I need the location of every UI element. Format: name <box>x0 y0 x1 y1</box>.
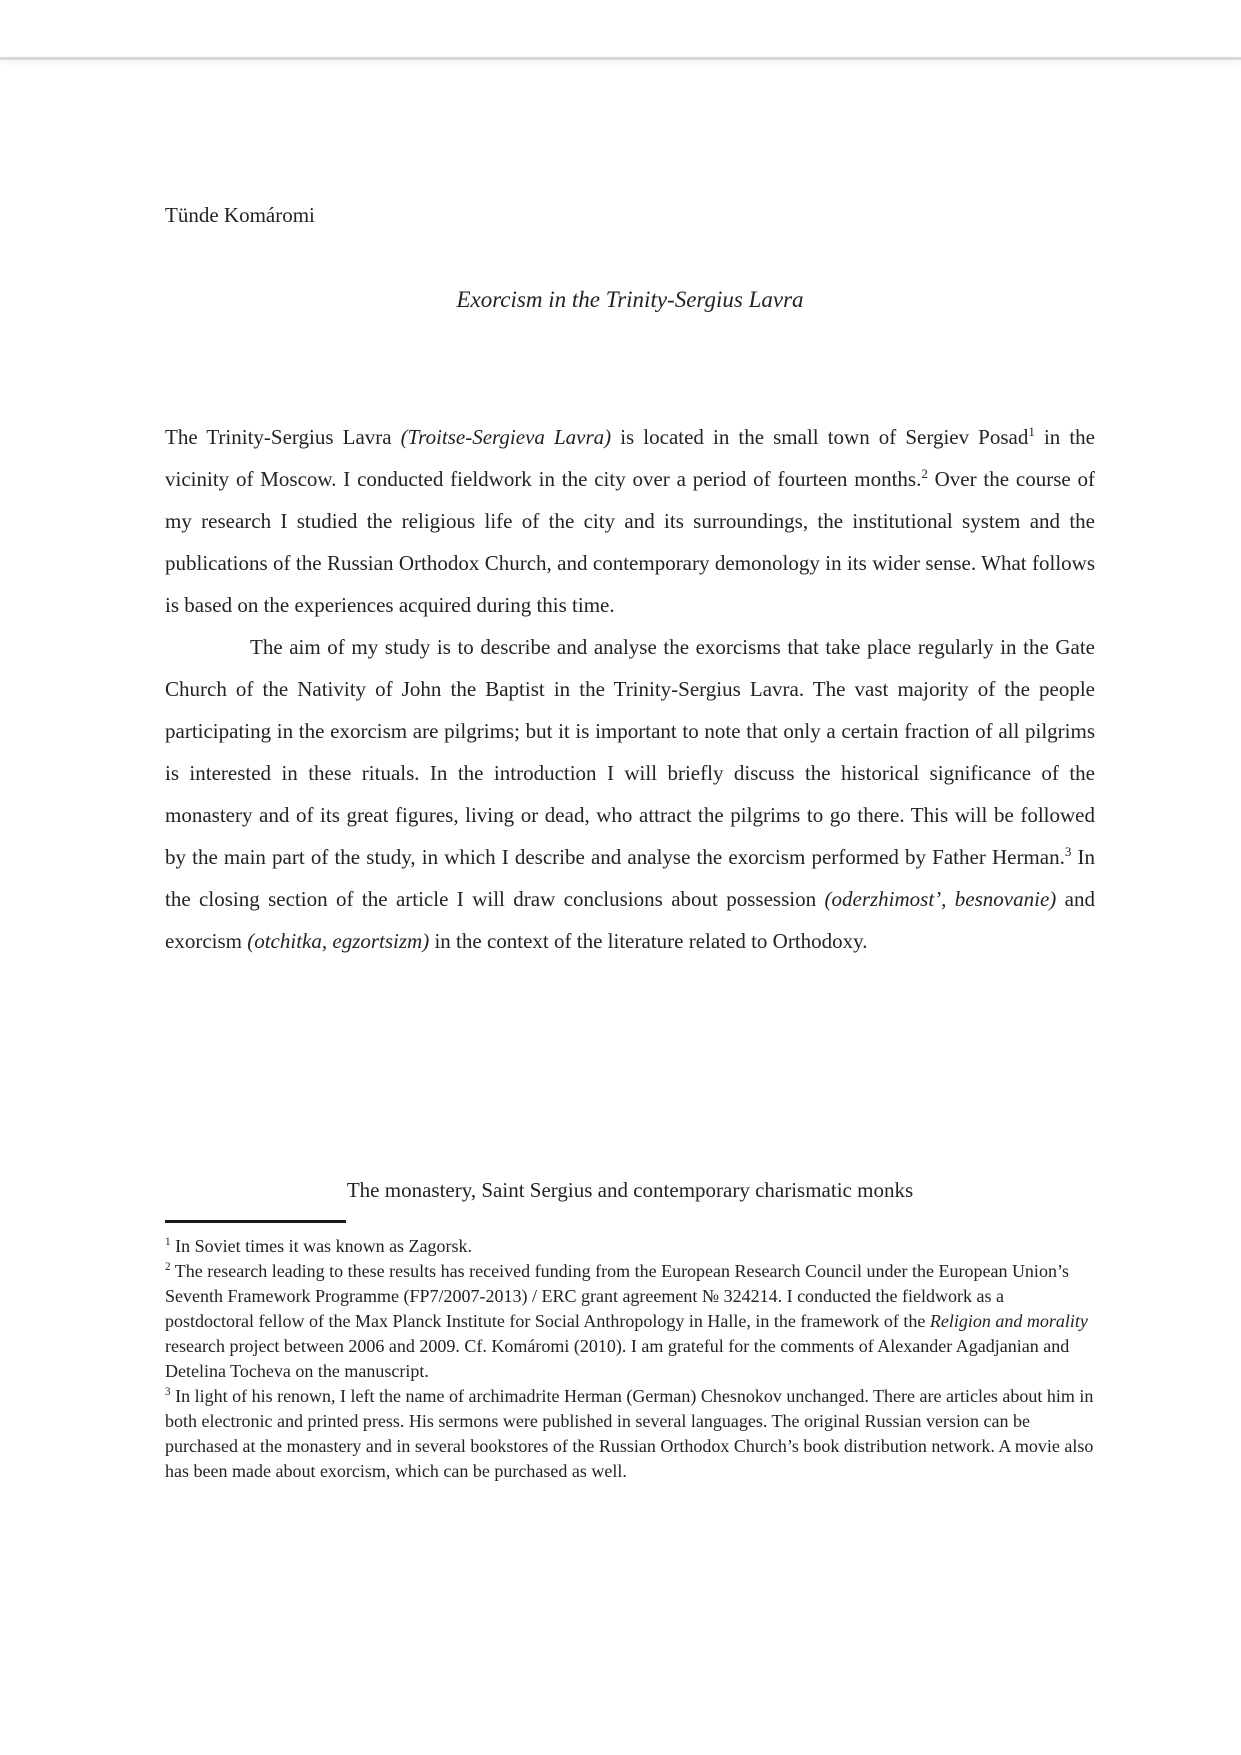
footnote-1: $^1$ In Soviet times it was known as Zagorsk. <box>165 1236 473 1256</box>
page-boundary-line <box>0 57 1241 60</box>
footnote-separator-rule <box>165 1220 346 1223</box>
footnote-2: $^2$ The research leading to these results has received funding from the European Research Council under the European Union’s Seventh Framework Programme (FP7/2007-2013) / ERC grant agreement № 324214. I conducted the fieldwork as a postdoctoral fellow of the Max Planck Institute for Social Anthropology in Halle, in the framework of the Religion and morality research project between 2006 and 2009. Cf. Komáromi (2010). I am grateful for the comments of Alexander Agadjanian and Detelina Tocheva on the manuscript. <box>165 1261 1088 1381</box>
article-body <box>165 416 1095 962</box>
article-title: Exorcism in the Trinity-Sergius Lavra <box>456 287 804 312</box>
footnote-3: $^3$ In light of his renown, I left the name of archimadrite Herman (German) Chesnokov unchanged. There are articles about him in both electronic and printed press. His sermons were published in several languages. The original Russian version can be purchased at the monastery and in several bookstores of the Russian Orthodox Church’s book distribution network. A movie also has been made about exorcism, which can be purchased as well. <box>165 1386 1094 1481</box>
paragraph: The Trinity-Sergius Lavra (Troitse-Sergieva Lavra) is located in the small town of Sergiev Posad$^1$ in the vicinity of Moscow. I conducted fieldwork in the city over a period of fourteen months.$^2$ Over the course of my research I studied the religious life of the city and its surroundings, the institutional system and the publications of the Russian Orthodox Church, and contemporary demonology in its wider sense. What follows is based on the experiences acquired during this time. <box>165 424 1096 617</box>
author-name: Tünde Komáromi <box>165 203 315 227</box>
section-heading: The monastery, Saint Sergius and contemporary charismatic monks <box>346 1178 914 1202</box>
paragraph: The aim of my study is to describe and analyse the exorcisms that take place regularly in the Gate Church of the Nativity of John the Baptist in the Trinity-Sergius Lavra. The vast majority of the people participating in the exorcism are pilgrims; but it is important to note that only a certain fraction of all pilgrims is interested in these rituals. In the introduction I will briefly discuss the historical significance of the monastery and of its great figures, living or dead, who attract the pilgrims to go there. This will be followed by the main part of the study, in which I describe and analyse the exorcism performed by Father Herman.$^3$ In the closing section of the article I will draw conclusions about possession (oderzhimost’, besnovanie) and exorcism (otchitka, egzortsizm) in the context of the literature related to Orthodoxy. <box>165 635 1096 953</box>
footnotes <box>165 1234 1097 1484</box>
